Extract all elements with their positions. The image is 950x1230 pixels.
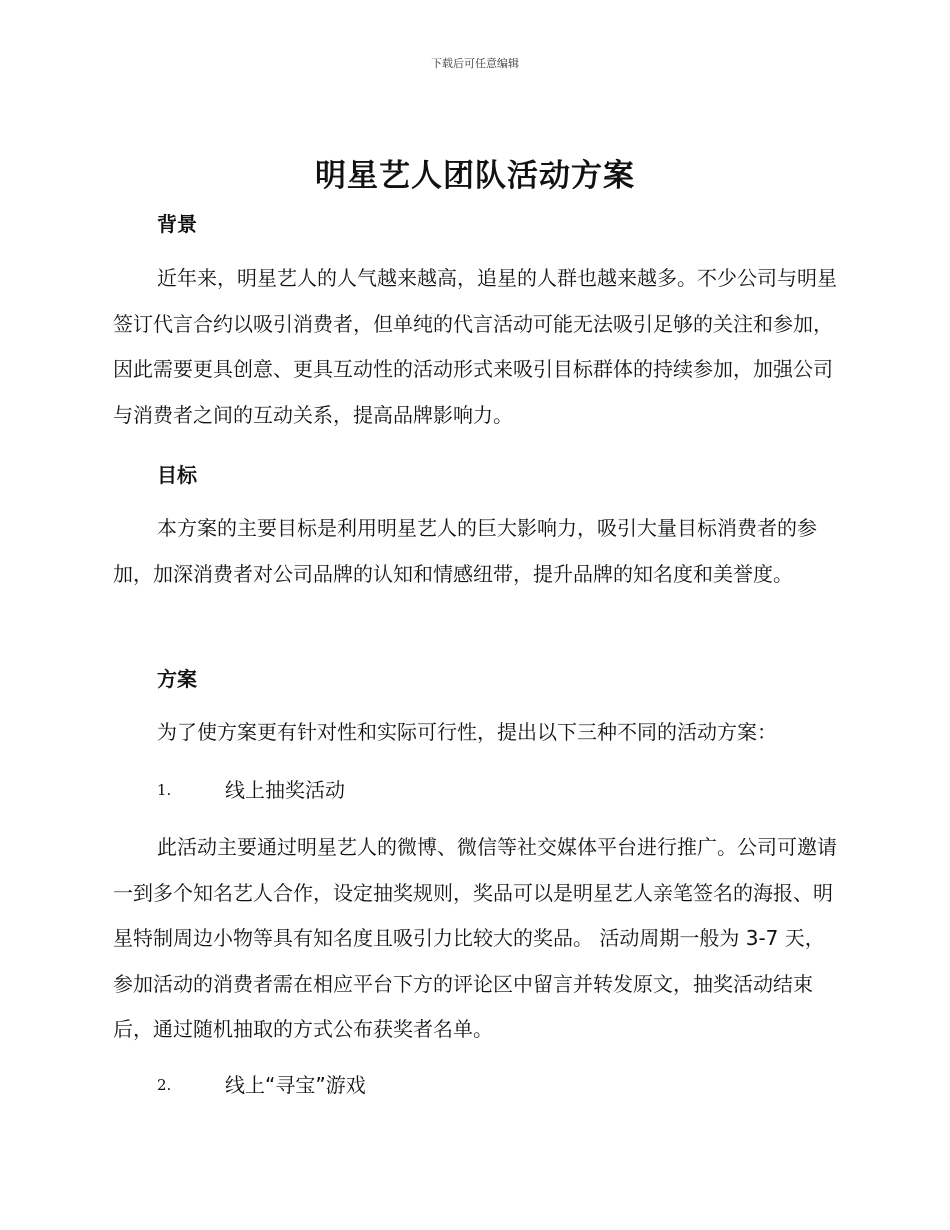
document-title: 明星艺人团队活动方案 (315, 158, 635, 194)
heading-background: 背景 (157, 212, 197, 236)
list-item-number: 1. (157, 781, 172, 799)
heading-goal: 目标 (157, 463, 197, 487)
paragraph-background: 近年来，明星艺人的人气越来越高，追星的人群也越来越多。不少公司与明星签订代言合约以吸引消费者，但单纯的代言活动可能无法吸引足够的关注和参加，因此需要更具创意、更具互动性的活动形式来吸引目标群体的持续参加，加强公司与消费者之间的互动关系，提高品牌影响力。 (113, 266, 837, 427)
heading-plan: 方案 (157, 667, 197, 691)
paragraph-item-description: 此活动主要通过明星艺人的微博、微信等社交媒体平台进行推广。公司可邀请一到多个知名艺人合作，设定抽奖规则，奖品可以是明星艺人亲笔签名的海报、明星特制周边小物等具有知名度且吸引力比较大的奖品。 活动周期一般为 3-7 天，参加活动的消费者需在相应平台下方的评论区中留言并转发原文，抽奖活动结束后，通过随机抽取的方式公布获奖者名单。 (113, 835, 837, 1041)
list-item-label: 线上“寻宝”游戏 (225, 1073, 366, 1097)
paragraph-goal: 本方案的主要目标是利用明星艺人的巨大影响力，吸引大量目标消费者的参加，加深消费者对公司品牌的认知和情感纽带，提升品牌的知名度和美誉度。 (113, 516, 817, 586)
header-note: 下载后可任意编辑 (431, 57, 519, 70)
list-item-number: 2. (157, 1076, 172, 1094)
list-item-label: 线上抽奖活动 (225, 778, 345, 802)
paragraph-plan-intro: 为了使方案更有针对性和实际可行性，提出以下三种不同的活动方案： (157, 720, 777, 744)
